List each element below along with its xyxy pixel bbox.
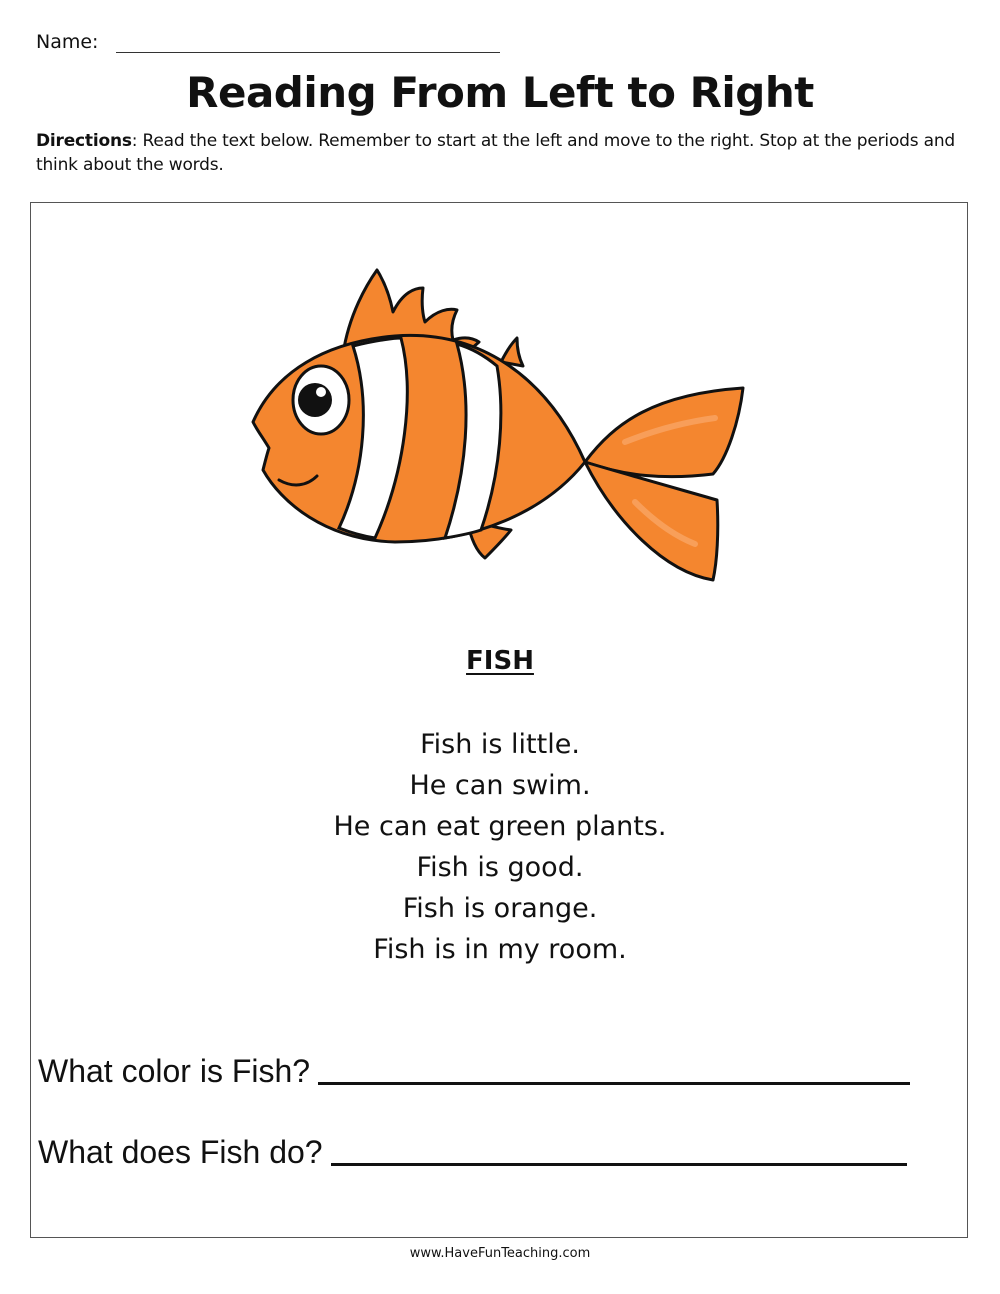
story-line: Fish is in my room.	[373, 934, 627, 965]
question-action	[38, 1133, 907, 1171]
name-field[interactable]	[116, 32, 500, 53]
tail-fin-lower	[585, 462, 718, 580]
footer-url: www.HaveFunTeaching.com	[409, 1246, 591, 1261]
story-line: Fish is little.	[420, 729, 580, 760]
story-title: FISH	[466, 646, 534, 676]
directions	[36, 129, 966, 177]
question-text: What does Fish do?	[38, 1134, 323, 1170]
page-title: Reading From Left to Right	[186, 68, 814, 117]
directions-label: Directions	[36, 131, 132, 151]
clownfish-illustration	[245, 262, 765, 592]
story-line: He can eat green plants.	[333, 811, 667, 842]
answer-field-color[interactable]	[318, 1052, 910, 1085]
story-text	[0, 724, 1000, 970]
question-text: What color is Fish?	[38, 1053, 311, 1089]
tail-fin	[585, 388, 743, 477]
fish-eye	[293, 366, 349, 434]
story-line: Fish is good.	[416, 852, 584, 883]
story-line: He can swim.	[409, 770, 591, 801]
name-row	[36, 30, 500, 54]
name-label: Name:	[36, 31, 99, 53]
answer-field-action[interactable]	[331, 1133, 907, 1166]
story-line: Fish is orange.	[402, 893, 598, 924]
question-color	[38, 1052, 910, 1090]
directions-text: : Read the text below. Remember to start at the left and move to the right. Stop at the periods and think about the words.	[36, 131, 955, 175]
fish-body	[253, 335, 585, 542]
clownfish-icon	[245, 262, 765, 592]
